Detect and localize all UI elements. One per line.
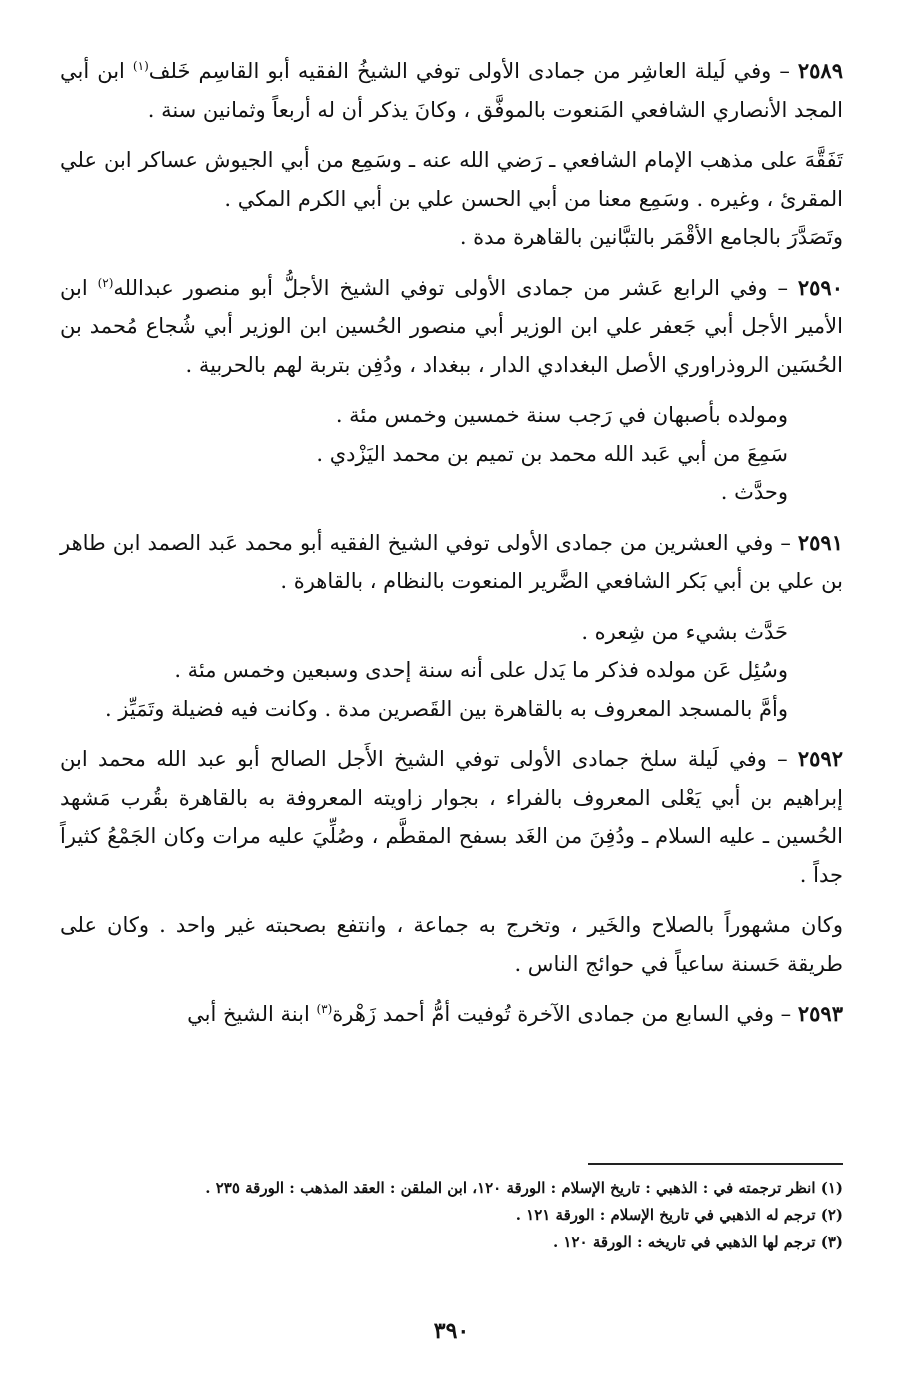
footnote: (١) انظر ترجمته في : الذهبي : تاريخ الإسلام : الورقة ١٢٠، ابن الملقن : العقد المذهب : الورقة ٢٣٥ . [205, 1179, 843, 1197]
entry-heading: ٢٥٩١ – وفي العشرين من جمادى الأولى توفي الشيخ الفقيه أبو محمد عَبد الصمد ابن طاهر بن علي بن أبي بَكر الشافعي الضَّرير المنعوت بالنظام ، بالقاهرة . [60, 529, 843, 593]
paragraph: وسُئِل عَن مولده فذكر ما يَدل على أنه سنة إحدى وسبعين وخمس مئة . [174, 658, 788, 682]
paragraph: ومولده بأصبهان في رَجب سنة خمسين وخمس مئة . [335, 403, 788, 427]
main-text [60, 52, 843, 1034]
entry-number: ٢٥٩٣ [797, 1001, 843, 1026]
footnote-ref: (٣) [316, 1002, 333, 1016]
footnote: (٣) ترجم لها الذهبي في تاريخه : الورقة ١٢٠ . [552, 1233, 843, 1251]
entry-number: ٢٥٩٠ [797, 274, 843, 300]
entry-heading: ٢٥٩٣ – وفي السابع من جمادى الآخرة تُوفيت أمُّ أحمد زَهْرة$^{(٣)}$ ابنة الشيخ أبي [187, 1001, 843, 1026]
paragraph: وكان مشهوراً بالصلاح والخَير ، وتخرج به جماعة ، وانتفع بصحبته غير واحد . وكان على طريقة حَسنة ساعياً في حوائج الناس . [60, 913, 843, 976]
entry-heading: ٢٥٨٩ – وفي لَيلة العاشِر من جمادى الأولى توفي الشيخُ الفقيه أبو القاسِم خَلف$^{(١)}$ ابن أبي المجد الأنصاري الشافعي المَنعوت بالموفَّق ، وكانَ يذكر أن له أربعاً وثمانين سنة . [60, 58, 843, 122]
paragraph: سَمِعَ من أبي عَبد الله محمد بن تميم بن محمد اليَزْدي . [316, 441, 788, 466]
paragraph: وأمَّ بالمسجد المعروف به بالقاهرة بين القَصرين مدة . وكانت فيه فضيلة وتَمَيِّز . [104, 696, 788, 721]
paragraph: وتَصَدَّرَ بالجامع الأقْمَر بالتبَّانين بالقاهرة مدة . [459, 225, 843, 249]
footnote-ref: (٢) [97, 275, 114, 290]
footnote-divider [588, 1163, 843, 1165]
footnotes [60, 1175, 843, 1256]
paragraph: وحدَّث . [720, 480, 788, 504]
entry-number: ٢٥٩٢ [797, 746, 843, 771]
entry-number: ٢٥٩١ [797, 529, 843, 555]
paragraph: تَفَقَّهَ على مذهب الإمام الشافعي ـ رَضي الله عنه ـ وسَمِع من أبي الجيوش عساكر ابن علي المقرئ ، وغيره . وسَمِع معنا من أبي الحسن علي بن أبي الكرم المكي . [60, 148, 843, 211]
page-number: ٣٩٠ [433, 1318, 470, 1344]
paragraph: حَدَّث بشيء من شِعره . [581, 619, 788, 644]
entry-heading: ٢٥٩٠ – وفي الرابع عَشر من جمادى الأولى توفي الشيخ الأجلُّ أبو منصور عبدالله$^{(٢)}$ ابن الأمير الأجل أبي جَعفر علي ابن الوزير أبي منصور الحُسين ابن الوزير أبي شُجاع مُحمد بن الحُسَين الروذراوري الأصل البغدادي الدار ، ببغداد ، ودُفِن بتربة لهم بالحربية . [60, 274, 843, 377]
footnote: (٢) ترجم له الذهبي في تاريخ الإسلام : الورقة ١٢١ . [515, 1206, 843, 1224]
entry-heading: ٢٥٩٢ – وفي لَيلة سلخ جمادى الأولى توفي الشيخ الأَجل الصالح أبو عبد الله محمد ابن إبراهيم بن أبي يَعْلى المعروف بالفراء ، بجوار زاويته المعروفة به بالقاهرة بقُرب مَشهد الحُسين ـ عليه السلام ـ ودُفِنَ من الغَد بسفح المقطَّم ، وصُلِّيَ عليه مرات وكان الجَمْعُ كثيراً جداً . [60, 746, 843, 887]
footnote-ref: (١) [132, 59, 149, 73]
entry-number: ٢٥٨٩ [797, 58, 843, 83]
